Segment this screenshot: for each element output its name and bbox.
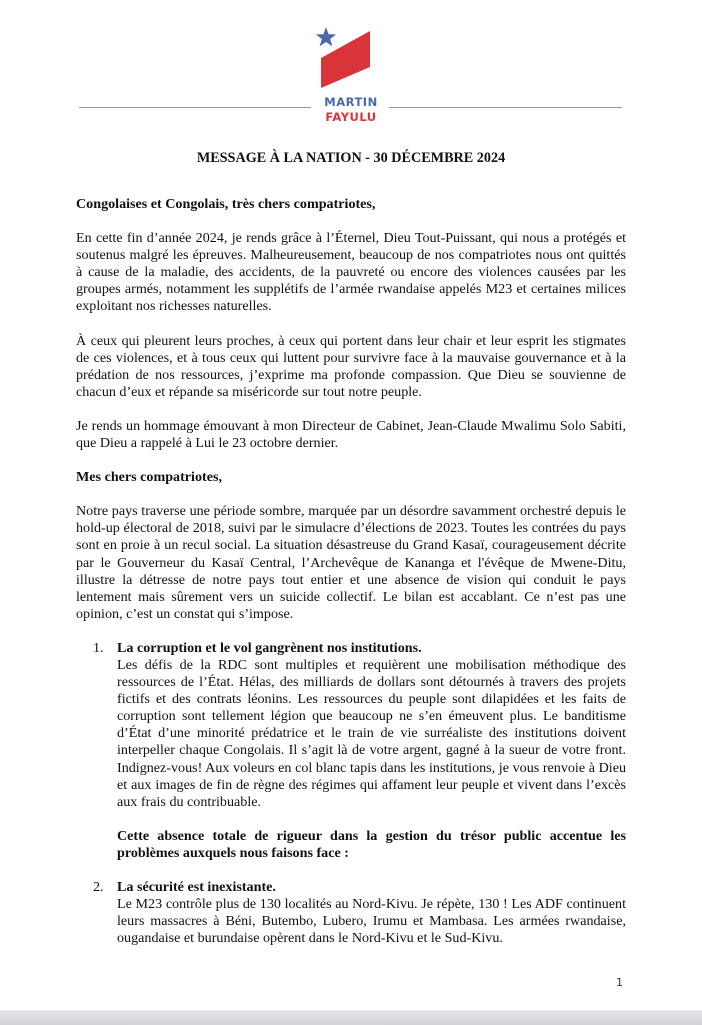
list-number: 2.: [93, 879, 104, 895]
paragraph-tribute: Je rends un hommage émouvant à mon Directeur de Cabinet, Jean-Claude Mwalimu Solo Sabiti, que Dieu a rappelé à Lui le 23 octobre dernier.: [76, 417, 626, 452]
header-rule-right: [389, 107, 622, 108]
document-body: [76, 196, 626, 964]
list-item: [76, 879, 626, 947]
page-number: 1: [616, 976, 623, 989]
brand-first-name: MARTIN: [324, 95, 378, 109]
salutation-2: Mes chers compatriotes,: [76, 469, 222, 486]
point-body: Le M23 contrôle plus de 130 localités au Nord-Kivu. Je répète, 130 ! Les ADF continuent leurs massacres à Béni, Butembo, Lubero, Irumu et Mambasa. Les armées rwandaise, ougandaise et burundaise opèrent dans le Nord-Kivu et le Sud-Kivu.: [117, 896, 626, 947]
paragraph-intro-2: À ceux qui pleurent leurs proches, à ceux qui portent dans leur chair et leur esprit les stigmates de ces violences, et à tous ceux qui luttent pour survivre face à la mauvaise gouvernance et à la prédation de nos ressources, j’exprime ma profonde compassion. Que Dieu se souvienne de chacun d’eux et répande sa miséricorde sur tout notre peuple.: [76, 332, 626, 400]
document-title: MESSAGE À LA NATION - 30 DÉCEMBRE 2024: [196, 150, 506, 166]
point-heading: La corruption et le vol gangrènent nos institutions.: [117, 639, 422, 656]
star-icon: [316, 27, 336, 46]
star-and-flag-logo-icon: [310, 24, 390, 90]
list-number: 1.: [93, 639, 104, 656]
viewer-bottom-bar: [0, 1010, 702, 1025]
brand-last-name: FAYULU: [325, 110, 377, 124]
letterhead: [0, 0, 702, 135]
paragraph-main: Notre pays traverse une période sombre, marquée par un désordre savamment orchestré depuis le hold-up électoral de 2018, suivi par le simulacre d’élections de 2023. Toutes les contrées du pays sont en proie à un recul social. La situation désastreuse du Grand Kasaï, courageusement décrite par le Gouverneur du Kasaï Central, l’Archevêque de Kananga et l'évêque de Mwene-Ditu, illustre la détresse de notre pays tout entier et une absence de vision qui conduit le pays lentement mais sûrement vers un suicide collectif. Le bilan est accablant. Ce n’est pas une opinion, c’est un constat qui s’impose.: [76, 503, 626, 622]
list-item: [76, 640, 626, 862]
point-note: Cette absence totale de rigueur dans la gestion du trésor public accentue les problèmes auxquels nous faisons face :: [117, 827, 626, 861]
header-rule-left: [79, 107, 311, 108]
point-heading: La sécurité est inexistante.: [117, 879, 276, 895]
point-body: Les défis de la RDC sont multiples et requièrent une mobilisation méthodique des ressources de l’État. Hélas, des milliards de dollars sont détournés à travers des projets fictifs et des contrats léonins. Les ressources du peuple sont dilapidées et les faits de corruption sont tellement légion que beaucoup ne s’en émeuvent plus. Le banditisme d’État d’une minorité prédatrice et le train de vie surréaliste des institutions doivent interpeller chaque Congolais. Il s’agit là de votre argent, gagné à la sueur de votre front. Indignez-vous! Aux voleurs en col blanc tapis dans les institutions, je vous renvoie à Dieu et aux images de fin de règne des régimes qui affament leur peuple et vivent dans l’excès aux frais du contribuable.: [117, 656, 626, 810]
paragraph-intro-1: En cette fin d’année 2024, je rends grâce à l’Éternel, Dieu Tout-Puissant, qui nous a protégés et soutenus malgré les épreuves. Malheureusement, beaucoup de nos compatriotes nous ont quittés à cause de la maladie, des accidents, de la pauvreté ou encore des violences causées par les groupes armés, notamment les supplétifs de l’armée rwandaise appelés M23 et certaines milices exploitant nos richesses naturelles.: [76, 230, 626, 315]
numbered-points: [76, 640, 626, 948]
salutation: Congolaises et Congolais, très chers compatriotes,: [76, 196, 376, 212]
